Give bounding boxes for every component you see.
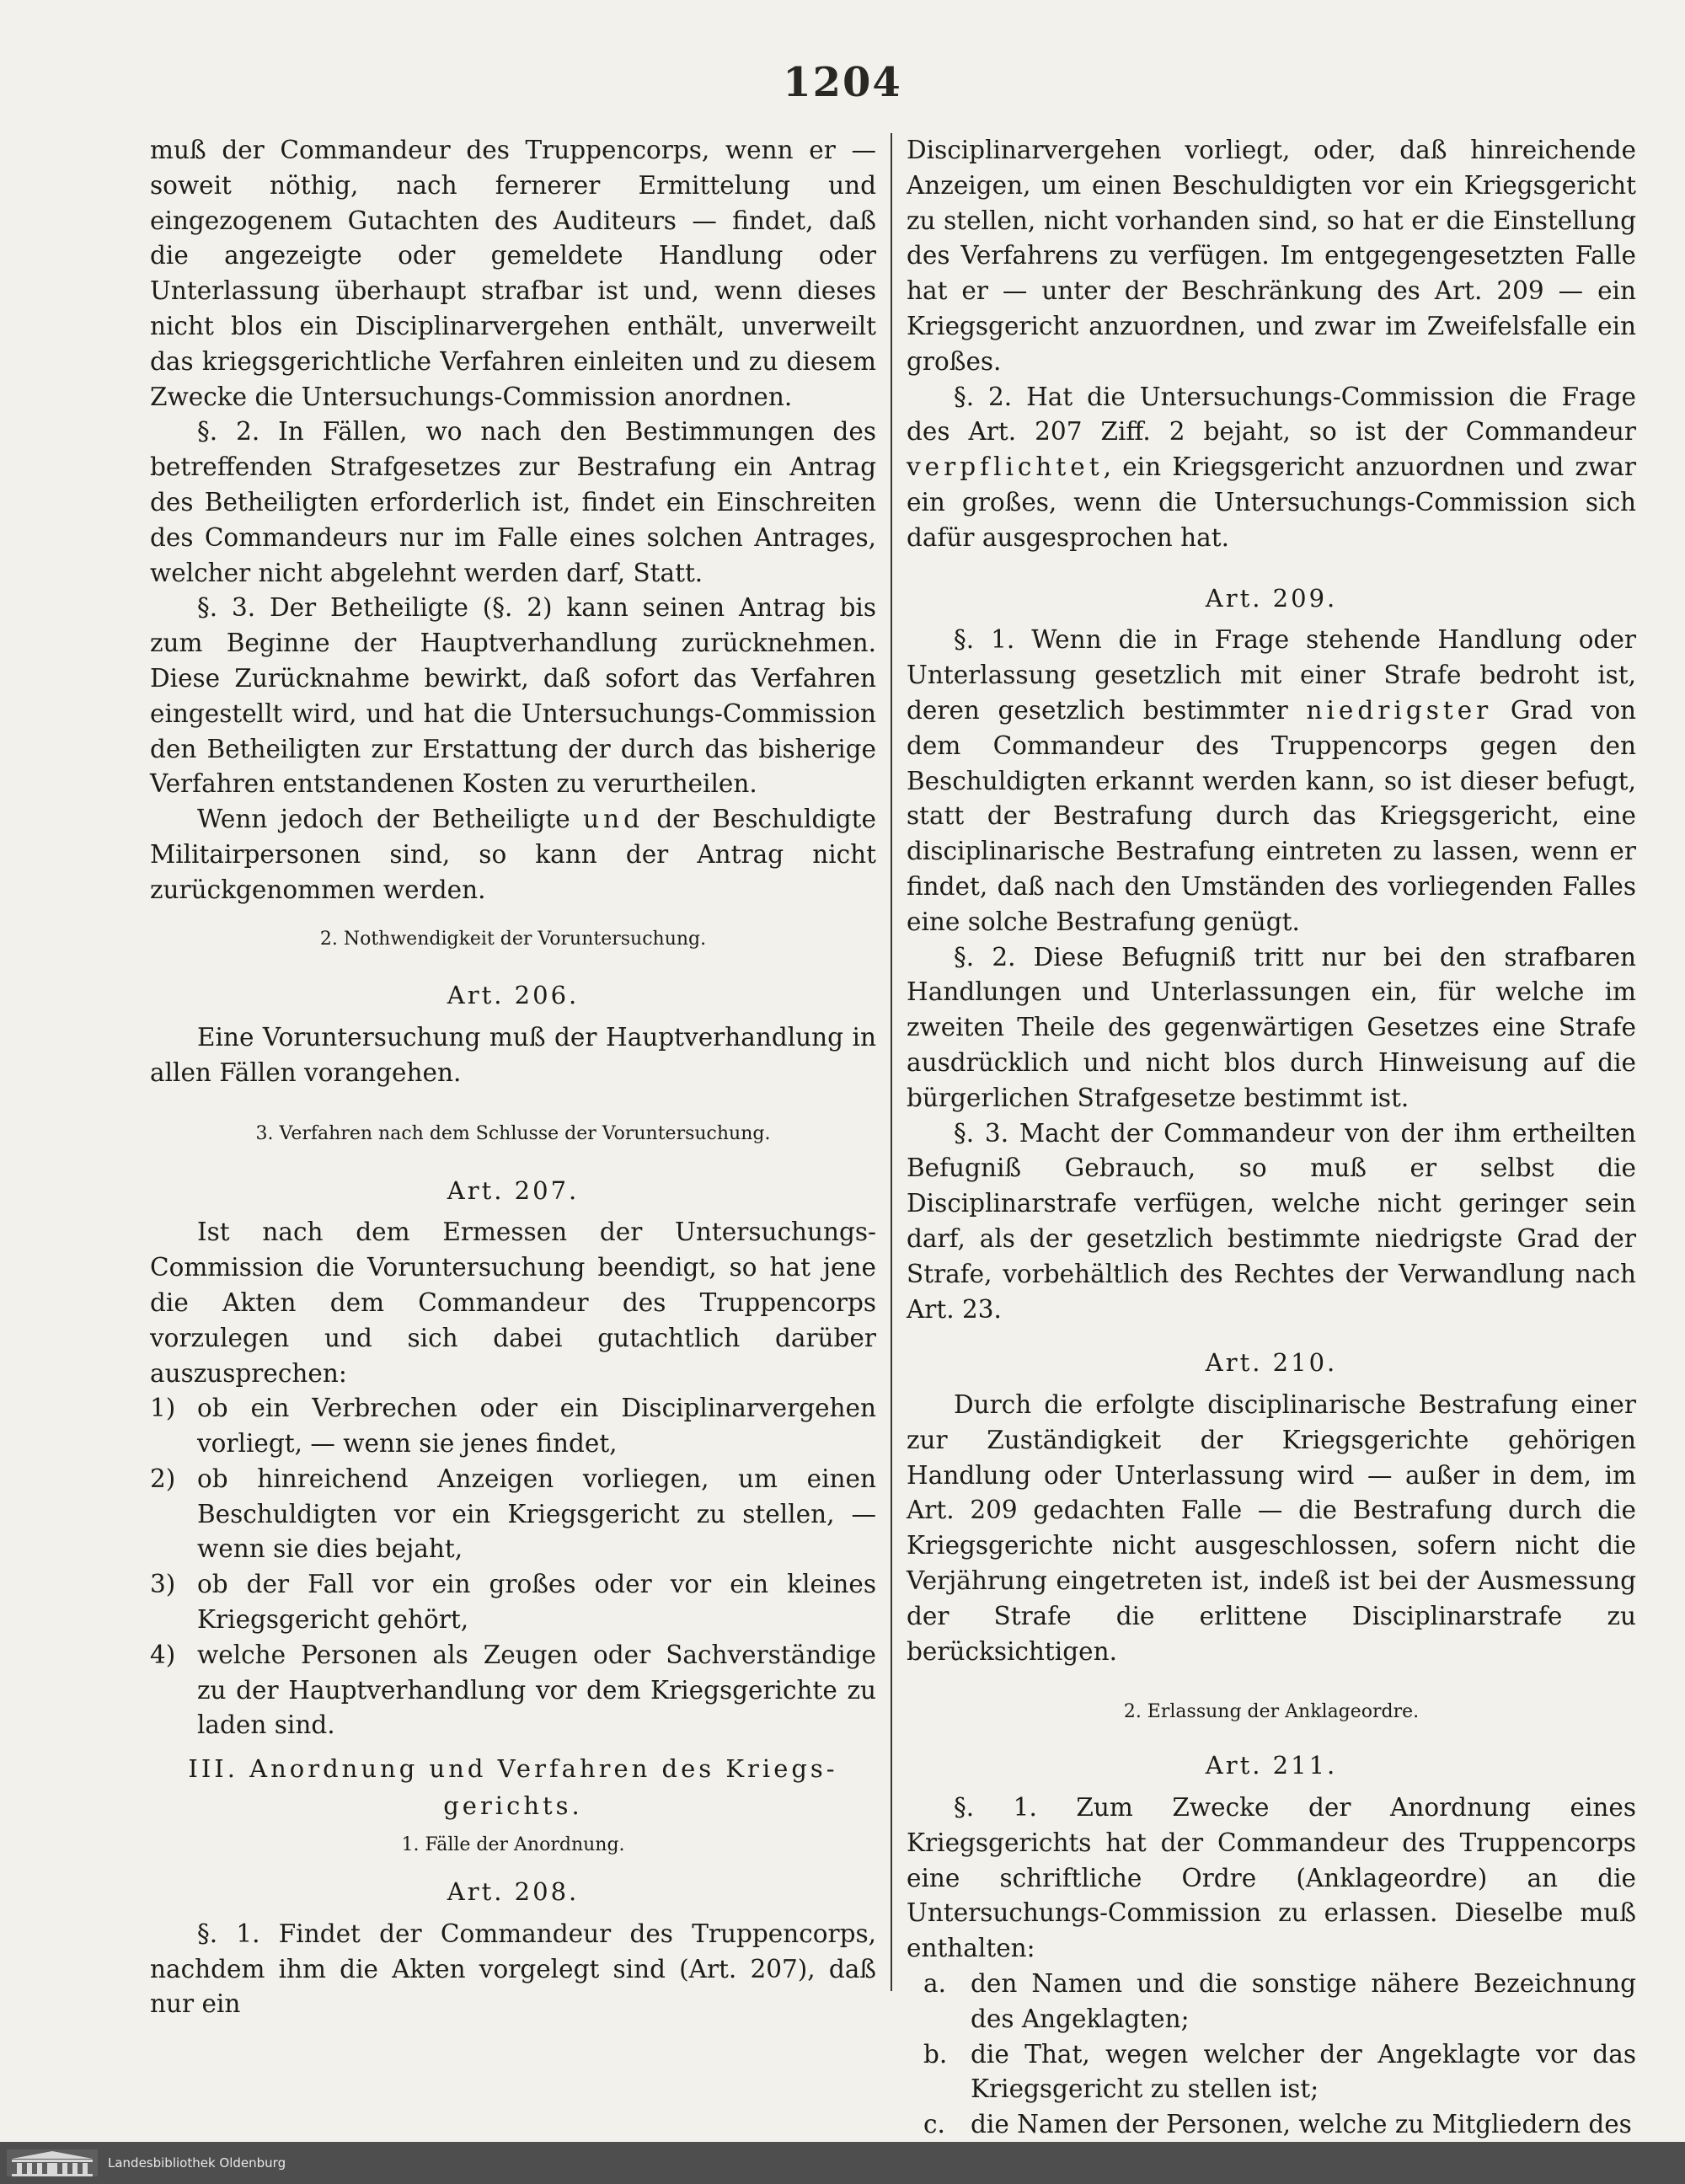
paragraph: §. 2. In Fällen, wo nach den Bestimmungen des betreffenden Strafgesetzes zur Bestrafung ein Antrag des Betheiligten erforderlich ist, findet ein Einschreiten des Commandeurs nur im Falle eines solchen Antrages, welcher nicht abgelehnt werden darf, Statt. [150, 417, 876, 587]
article-heading: Art. 208. [447, 1877, 580, 1907]
list-text: ob ein Verbrechen oder ein Disciplinarvergehen vorliegt, — wenn sie jenes findet, [197, 1394, 876, 1459]
text-run: der Beschuldigte Militairpersonen sind, so kann der Antrag nicht zurückgenommen werden. [150, 805, 876, 904]
library-building-icon [5, 2147, 99, 2179]
list-item [150, 1567, 876, 1638]
paragraph: Eine Voruntersuchung muß der Hauptverhandlung in allen Fällen vorangehen. [150, 1023, 876, 1087]
list-item [150, 1638, 876, 1743]
paragraph: muß der Commandeur des Truppencorps, wenn er — soweit nöthig, nach fernerer Ermittelung und eingezogenem Gutachten des Auditeurs — findet, daß die angezeigte oder gemeldete Handlung oder Unterlassung überhaupt strafbar ist und, wenn dieses nicht blos ein Disciplinarvergehen enthält, unverweilt das kriegsgerichtliche Verfahren einleiten und zu diesem Zwecke die Untersuchungs-Commission anordnen. [150, 136, 876, 411]
spaced-emphasis: und [583, 805, 644, 834]
subheading: 1. Fälle der Anordnung. [401, 1834, 625, 1856]
paragraph [907, 380, 1636, 556]
subheading: 3. Verfahren nach dem Schlusse der Voruntersuchung. [255, 1122, 771, 1144]
spaced-emphasis: niedrigster [1306, 695, 1493, 725]
subheading: 2. Erlassung der Anklageordre. [1123, 1701, 1420, 1723]
list-text: die That, wegen welcher der Angeklagte vor das Kriegsgericht zu stellen ist; [971, 2039, 1636, 2104]
list-letter: a. [923, 1969, 946, 1999]
paragraph: Durch die erfolgte disciplinarische Bestrafung einer zur Zuständigkeit der Kriegsgerichte gehörigen Handlung oder Unterlassung wird — außer in dem, im Art. 209 gedachten Falle — die Bestrafung durch die Kriegsgerichte nicht ausgeschlossen, sofern nicht die Verjährung eingetreten ist, indeß ist bei der Ausmessung der Strafe die erlittene Disciplinarstrafe zu berücksichtigen. [907, 1390, 1636, 1666]
list-item [923, 2037, 1636, 2108]
paragraph: Ist nach dem Ermessen der Untersuchungs-Commission die Voruntersuchung beendigt, so hat jene die Akten dem Commandeur des Truppencorps vorzulegen und sich dabei gutachtlich darüber auszusprechen: [150, 1218, 876, 1388]
list-letter: b. [923, 2039, 948, 2069]
list-text: welche Personen als Zeugen oder Sachverständige zu der Hauptverhandlung vor dem Kriegsgerichte zu laden sind. [197, 1640, 876, 1740]
paragraph: §. 1. Zum Zwecke der Anordnung eines Kriegsgerichts hat der Commandeur des Truppencorps eine schriftliche Ordre (Anklageordre) an die Untersuchungs-Commission zu erlassen. Dieselbe muß enthalten: [907, 1793, 1636, 1963]
section-title [150, 1750, 876, 1824]
paragraph: §. 3. Der Betheiligte (§. 2) kann seinen Antrag bis zum Beginne der Hauptverhandlung zurücknehmen. Diese Zurücknahme bewirkt, daß sofort das Verfahren eingestellt wird, und hat die Untersuchungs-Commission den Betheiligten zur Erstattung der durch das bisherige Verfahren entstandenen Kosten zu verurtheilen. [150, 593, 876, 799]
list-text: ob hinreichend Anzeigen vorliegen, um einen Beschuldigten vor ein Kriegsgericht zu stellen, — wenn sie dies bejaht, [197, 1464, 876, 1564]
article-heading: Art. 206. [447, 981, 580, 1010]
library-name: Landesbibliothek Oldenburg [108, 2155, 286, 2171]
section-title-line: III. Anordnung und Verfahren des Kriegs- [188, 1754, 838, 1784]
list-number: 4) [150, 1640, 176, 1669]
list-item [150, 1462, 876, 1567]
spaced-emphasis: verpflichtet [907, 452, 1104, 482]
footer-bar [0, 2142, 1685, 2184]
text-run: §. 2. Hat die Untersuchungs-Commission die Frage des Art. 207 Ziff. 2 bejaht, so ist der Commandeur [907, 382, 1636, 447]
list-text: ob der Fall vor ein großes oder vor ein kleines Kriegsgericht gehört, [197, 1570, 876, 1635]
article-heading: Art. 210. [1205, 1348, 1338, 1378]
paragraph [150, 802, 876, 907]
list-letter: c. [923, 2110, 945, 2139]
text-run: , ein Kriegsgericht anzuordnen und zwar ein großes, wenn die Untersuchungs-Commission sich dafür ausgesprochen hat. [907, 452, 1636, 552]
text-run: §. 1. Wenn die in Frage stehende Handlung oder Unterlassung gesetzlich mit einer Strafe bedroht ist, deren gesetzlich bestimmter [907, 625, 1636, 725]
page-number: 1204 [783, 59, 902, 106]
list-item [150, 1391, 876, 1462]
paragraph: §. 1. Findet der Commandeur des Truppencorps, nachdem ihm die Akten vorgelegt sind (Art. 207), daß nur ein [150, 1919, 876, 2019]
column-divider [891, 133, 892, 1991]
article-heading: Art. 207. [447, 1175, 580, 1205]
list-number: 1) [150, 1394, 176, 1423]
left-column [150, 133, 876, 2019]
list-number: 2) [150, 1464, 176, 1493]
article-heading: Art. 211. [1205, 1751, 1338, 1780]
list-text: die Namen der Personen, welche zu Mitgliedern des [971, 2110, 1632, 2139]
subheading: 2. Nothwendigkeit der Voruntersuchung. [319, 928, 707, 950]
list-item [923, 1967, 1636, 2037]
paragraph: §. 2. Diese Befugniß tritt nur bei den strafbaren Handlungen und Unterlassungen ein, für welche im zweiten Theile des gegenwärtigen Gesetzes eine Strafe ausdrücklich und nicht blos durch Hinweisung auf die bürgerlichen Strafgesetze bestimmt ist. [907, 942, 1636, 1112]
numbered-list [150, 1391, 876, 1743]
list-item [923, 2107, 1636, 2143]
right-column [907, 133, 1636, 2139]
paragraph: Disciplinarvergehen vorliegt, oder, daß hinreichende Anzeigen, um einen Beschuldigten vor ein Kriegsgericht zu stellen, nicht vorhanden sind, so hat er die Einstellung des Verfahrens zu verfügen. Im entgegengesetzten Falle hat er — unter der Beschränkung des Art. 209 — ein Kriegsgericht anzuordnen, und zwar im Zweifelsfalle ein großes. [907, 136, 1636, 376]
list-number: 3) [150, 1570, 176, 1599]
lettered-list [923, 1967, 1636, 2143]
section-title-line: gerichts. [443, 1791, 583, 1821]
article-heading: Art. 209. [1205, 583, 1338, 613]
text-run: Wenn jedoch der Betheiligte [197, 805, 570, 834]
paragraph: §. 3. Macht der Commandeur von der ihm ertheilten Befugniß Gebrauch, so muß er selbst die Disciplinarstrafe verfügen, welche nicht geringer sein darf, als der gesetzlich bestimmte niedrigste Grad der Strafe, vorbehältlich des Rechtes der Verwandlung nach Art. 23. [907, 1118, 1636, 1324]
list-text: den Namen und die sonstige nähere Bezeichnung des Angeklagten; [971, 1969, 1636, 2033]
paragraph [907, 623, 1636, 939]
text-run: Grad von dem Commandeur des Truppencorps gegen den Beschuldigten erkannt werden kann, so ist dieser befugt, statt der Bestrafung durch das Kriegsgericht, eine disciplinarische Bestrafung eintreten zu lassen, wenn er findet, daß nach den Umständen des vorliegenden Falles eine solche Bestrafung genügt. [907, 695, 1636, 936]
